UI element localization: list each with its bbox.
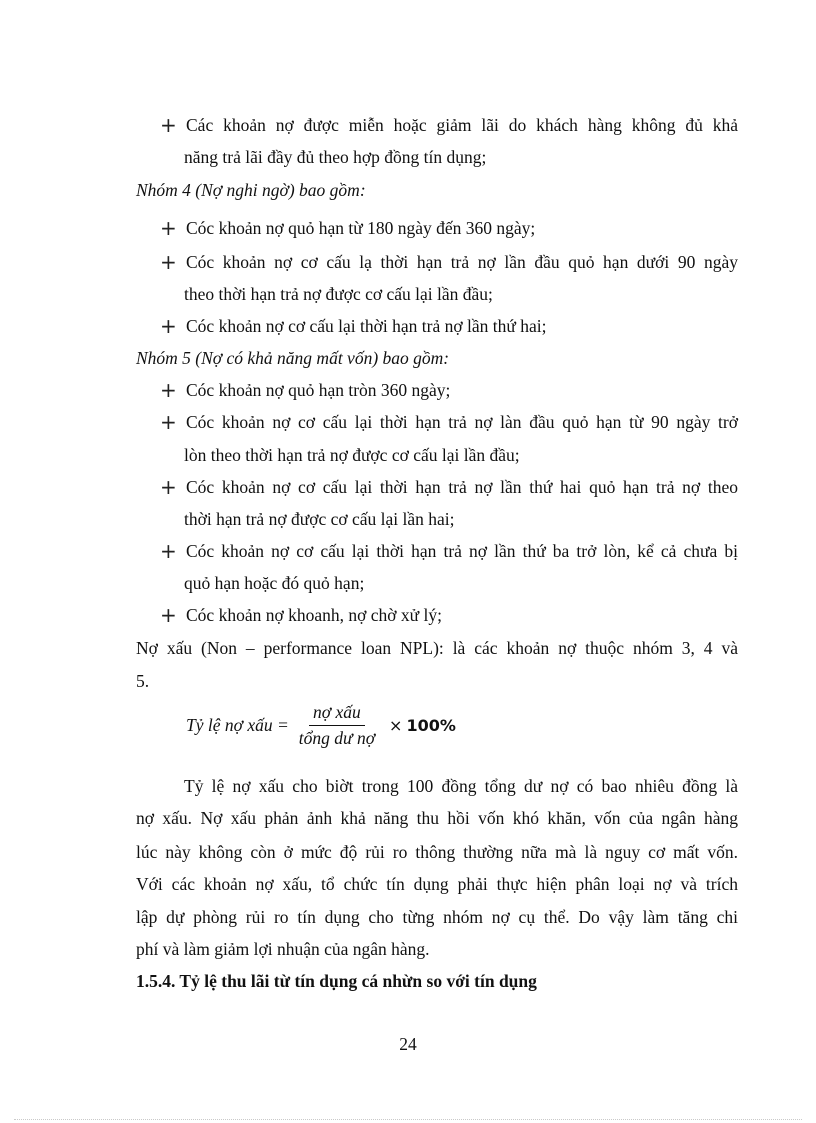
paragraph-line: nợ xấu. Nợ xấu phản ảnh khả năng thu hồi vốn khó khăn, vốn của ngân hàng — [136, 808, 738, 828]
bullet-text: Cóc khoản nợ cơ cấu lại thời hạn trả nợ lần thứ hai; — [186, 316, 547, 336]
paragraph-line: lúc này không còn ở mức độ rủi ro thông thường nữa mà là nguy cơ mất vốn. — [136, 842, 738, 862]
plus-bullet-icon: + — [160, 113, 177, 137]
page-bottom-divider — [14, 1119, 802, 1120]
paragraph-line: Tỷ lệ nợ xấu cho biờt trong 100 đồng tổng dư nợ có bao nhiêu đồng là — [184, 776, 738, 796]
bullet-text: Cóc khoản nợ cơ cấu lại thời hạn trả nợ lần thứ hai quỏ hạn trả nợ theo — [186, 477, 738, 497]
bullet-text-cont: năng trả lãi đầy đủ theo hợp đồng tín dụng; — [184, 147, 487, 167]
paragraph-line: lập dự phòng rủi ro tín dụng cho từng nhóm nợ cụ thể. Do vậy làm tăng chi — [136, 907, 738, 927]
bullet-text: Các khoản nợ được miễn hoặc giảm lãi do khách hàng không đủ khả — [186, 115, 738, 135]
bullet-text: Cóc khoản nợ cơ cấu lại thời hạn trả nợ làn đầu quỏ hạn từ 90 ngày trở — [186, 412, 738, 432]
bullet-text: Cóc khoản nợ khoanh, nợ chờ xử lý; — [186, 605, 442, 625]
formula-percent: 100% — [406, 715, 456, 735]
npl-definition: Nợ xấu (Non – performance loan NPL): là các khoản nợ thuộc nhóm 3, 4 và — [136, 638, 738, 658]
bullet-text: Cóc khoản nợ cơ cấu lại thời hạn trả nợ lần thứ ba trở lòn, kể cả chưa bị — [186, 541, 738, 561]
npl-definition-cont: 5. — [136, 671, 150, 691]
bullet-text-cont: theo thời hạn trả nợ được cơ cấu lại lần đầu; — [184, 284, 493, 304]
npl-ratio-formula — [186, 700, 456, 750]
bullet-text-cont: quỏ hạn hoặc đó quỏ hạn; — [184, 573, 365, 593]
bullet-text: Cóc khoản nợ quỏ hạn từ 180 ngày đến 360 ngày; — [186, 218, 536, 238]
bullet-text: Cóc khoản nợ cơ cấu lạ thời hạn trả nợ lần đầu quỏ hạn dưới 90 ngày — [186, 252, 738, 272]
formula-lhs: Tỷ lệ nợ xấu = — [186, 714, 289, 735]
plus-bullet-icon: + — [160, 475, 177, 499]
bullet-text-cont: lòn theo thời hạn trả nợ được cơ cấu lại lần đầu; — [184, 445, 520, 465]
bullet-text-cont: thời hạn trả nợ được cơ cấu lại lần hai; — [184, 509, 455, 529]
page-number: 24 — [399, 1034, 417, 1054]
plus-bullet-icon: + — [160, 378, 177, 402]
plus-bullet-icon: + — [160, 410, 177, 434]
group-5-heading: Nhóm 5 (Nợ có khả năng mất vốn) bao gồm: — [136, 348, 450, 368]
formula-times: × — [389, 715, 403, 735]
section-heading: 1.5.4. Tỷ lệ thu lãi từ tín dụng cá nhừn so với tín dụng — [136, 971, 537, 991]
plus-bullet-icon: + — [160, 250, 177, 274]
plus-bullet-icon: + — [160, 603, 177, 627]
group-4-heading: Nhóm 4 (Nợ nghi ngờ) bao gồm: — [136, 180, 366, 200]
paragraph-line: Với các khoản nợ xấu, tổ chức tín dụng phải thực hiện phân loại nợ và trích — [136, 874, 738, 894]
plus-bullet-icon: + — [160, 314, 177, 338]
plus-bullet-icon: + — [160, 539, 177, 563]
paragraph-line: phí và làm giảm lợi nhuận của ngân hàng. — [136, 939, 430, 959]
formula-fraction — [295, 702, 379, 749]
formula-denominator: tổng dư nợ — [298, 727, 376, 748]
bullet-text: Cóc khoản nợ quỏ hạn tròn 360 ngày; — [186, 380, 451, 400]
formula-numerator: nợ xấu — [309, 702, 365, 726]
plus-bullet-icon: + — [160, 216, 177, 240]
